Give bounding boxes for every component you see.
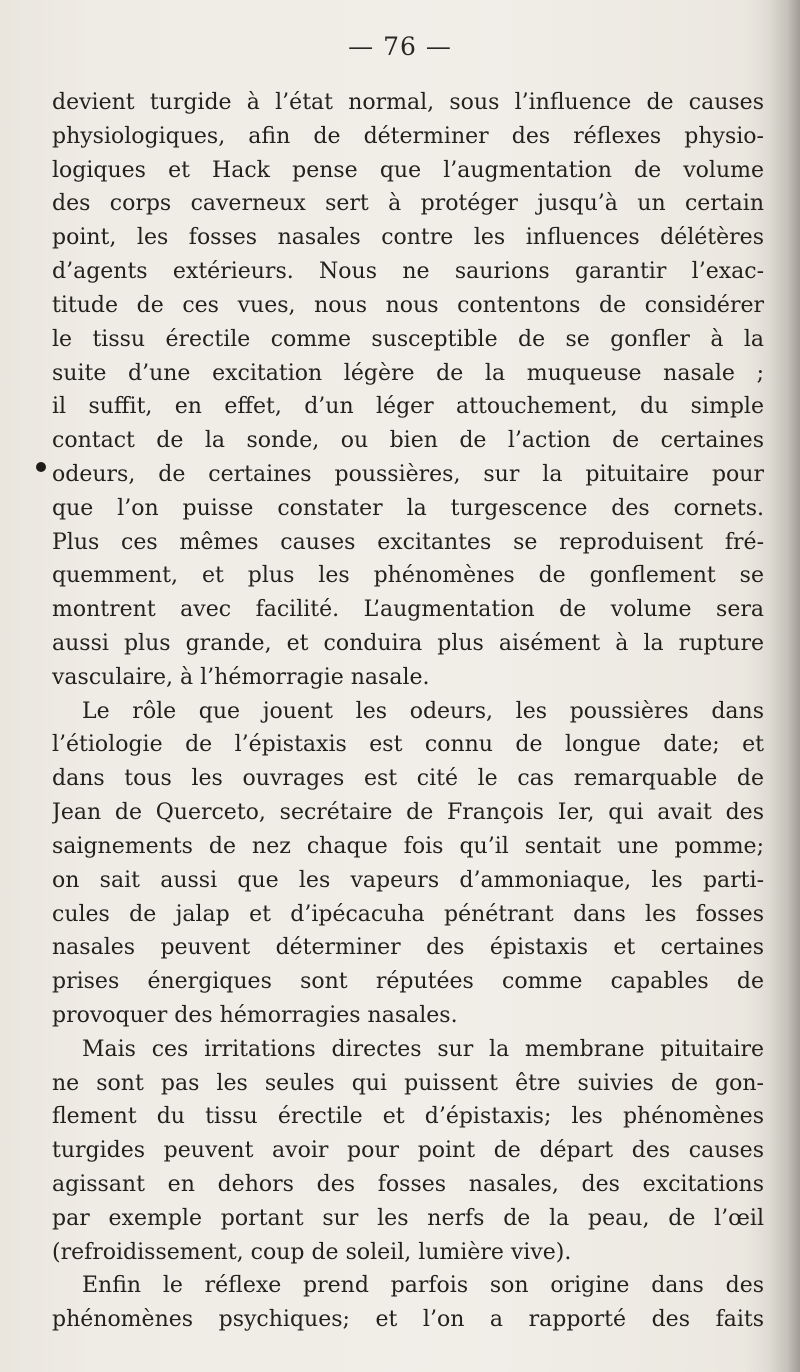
text-line: logiques et Hack pense que l’augmentation de volume	[52, 157, 764, 183]
page-edge-shadow	[768, 0, 800, 1372]
text-line: flement du tissu érectile et d’épistaxis; les phénomènes	[52, 1104, 764, 1130]
page-number: — 76 —	[348, 32, 452, 61]
text-line: Jean de Querceto, secrétaire de François Ier, qui avait des	[52, 800, 764, 826]
text-line: l’étiologie de l’épistaxis est connu de longue date; et	[52, 732, 764, 758]
text-line: suite d’une excitation légère de la muqueuse nasale ;	[52, 360, 764, 386]
text-line: Plus ces mêmes causes excitantes se reproduisent fré-	[52, 529, 764, 555]
text-line: nasales peuvent déterminer des épistaxis et certaines	[52, 935, 764, 961]
text-line: turgides peuvent avoir pour point de départ des causes	[52, 1138, 764, 1164]
text-line: d’agents extérieurs. Nous ne saurions garantir l’exac-	[52, 259, 764, 285]
text-line: par exemple portant sur les nerfs de la peau, de l’œil	[52, 1205, 764, 1231]
text-line: provoquer des hémorragies nasales.	[52, 1002, 458, 1028]
text-line: le tissu érectile comme susceptible de se gonfler à la	[52, 326, 764, 352]
text-line: Mais ces irritations directes sur la membrane pituitaire	[82, 1036, 764, 1062]
text-line: titude de ces vues, nous nous contentons de considérer	[52, 292, 764, 318]
text-line: vasculaire, à l’hémorragie nasale.	[52, 664, 430, 690]
text-line: aussi plus grande, et conduira plus aisément à la rupture	[52, 631, 764, 656]
text-line: prises énergiques sont réputées comme capables de	[52, 969, 764, 995]
text-line: Le rôle que jouent les odeurs, les poussières dans	[82, 698, 764, 724]
text-line: montrent avec facilité. L’augmentation de volume sera	[52, 597, 764, 623]
text-line: il suffit, en effet, d’un léger attouchement, du simple	[52, 394, 764, 420]
text-line: agissant en dehors des fosses nasales, des excitations	[52, 1172, 764, 1197]
text-line: cules de jalap et d’ipécacuha pénétrant dans les fosses	[52, 901, 764, 927]
text-line: physiologiques, afin de déterminer des réflexes physio-	[52, 123, 764, 149]
text-line: des corps caverneux sert à protéger jusqu’à un certain	[52, 191, 764, 217]
body-text	[52, 86, 764, 1337]
text-line: odeurs, de certaines poussières, sur la pituitaire pour	[52, 461, 764, 487]
text-line: point, les fosses nasales contre les influences délétères	[52, 225, 764, 251]
text-line: saignements de nez chaque fois qu’il sentait une pomme;	[52, 833, 764, 859]
ink-spot	[36, 462, 46, 472]
text-line: ne sont pas les seules qui puissent être suivies de gon-	[52, 1070, 764, 1096]
text-line: quemment, et plus les phénomènes de gonflement se	[52, 563, 764, 589]
text-line: Enfin le réflexe prend parfois son origine dans des	[82, 1273, 764, 1299]
text-line: (refroidissement, coup de soleil, lumière vive).	[52, 1239, 572, 1265]
text-line: contact de la sonde, ou bien de l’action de certaines	[52, 428, 764, 454]
text-line: on sait aussi que les vapeurs d’ammoniaque, les parti-	[52, 867, 764, 893]
text-line: dans tous les ouvrages est cité le cas remarquable de	[52, 766, 764, 792]
text-line: phénomènes psychiques; et l’on a rapporté des faits	[52, 1307, 764, 1333]
text-line: devient turgide à l’état normal, sous l’influence de causes	[52, 90, 764, 115]
text-line: que l’on puisse constater la turgescence des cornets.	[52, 495, 764, 521]
